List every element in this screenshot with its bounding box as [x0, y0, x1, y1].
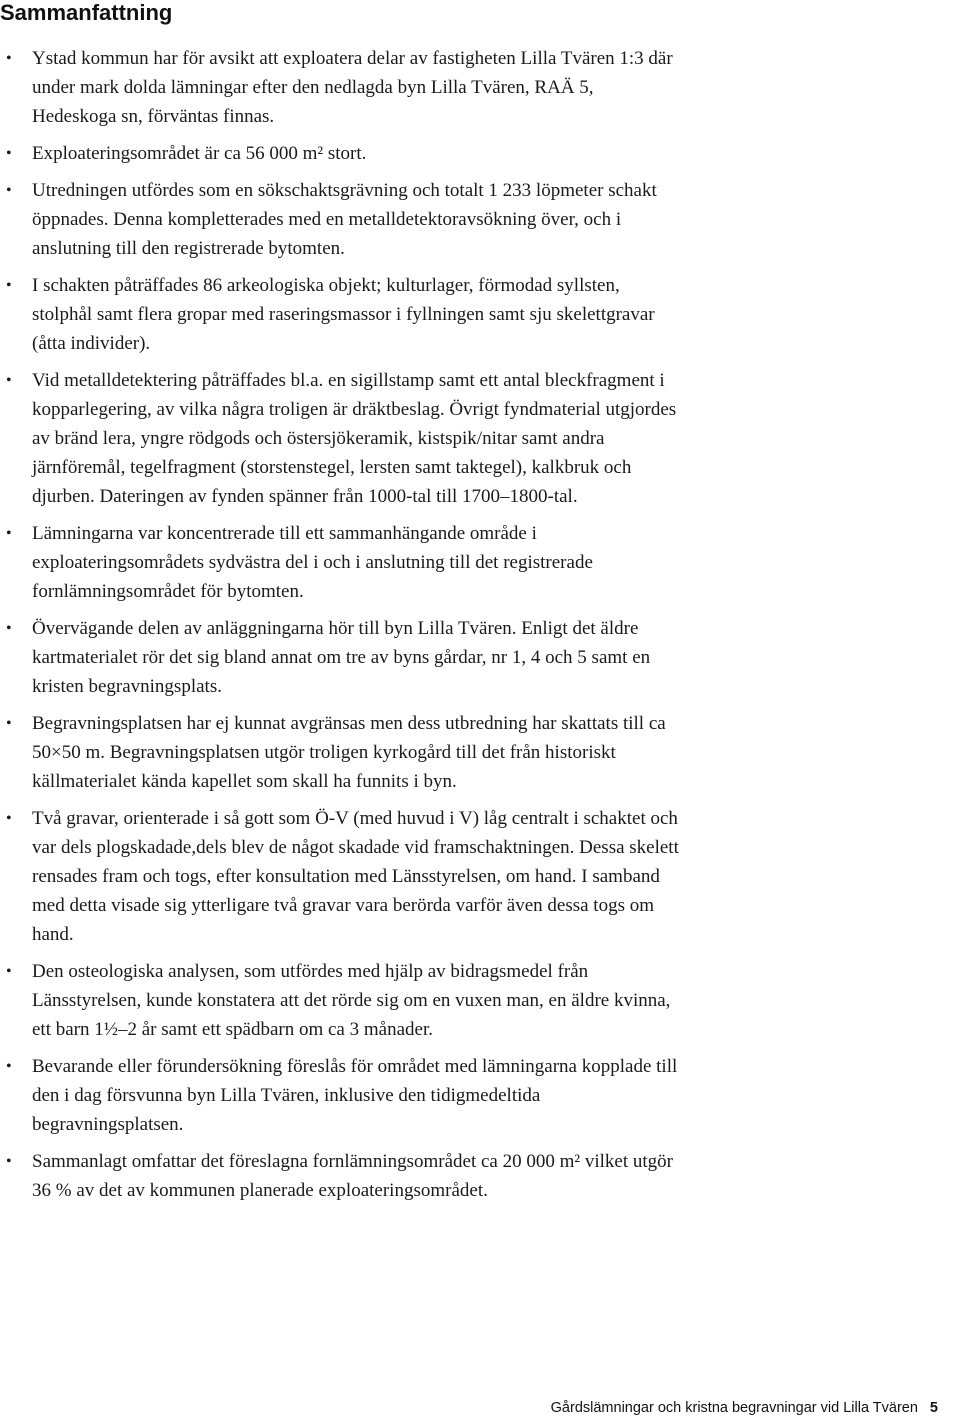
summary-list [0, 44, 680, 1213]
list-item [0, 957, 680, 1044]
list-item-text: I schakten påträffades 86 arkeologiska objekt; kulturlager, förmodad syllsten, stolphål samt flera gropar med raseringsmassor i fyllningen samt sju skelettgravar (åtta individer). [32, 275, 655, 354]
bullet-icon: • [6, 810, 12, 827]
list-item [0, 614, 680, 701]
list-item [0, 366, 680, 511]
bullet-icon: • [6, 525, 12, 542]
list-item-text: Sammanlagt omfattar det föreslagna fornlämningsområdet ca 20 000 m² vilket utgör 36 % av det av kommunen planerade exploateringsområdet. [32, 1151, 673, 1201]
bullet-icon: • [6, 50, 12, 67]
list-item [0, 44, 680, 131]
list-item-text: Vid metalldetektering påträffades bl.a. en sigillstamp samt ett antal bleckfragment i kopparlegering, av vilka några troligen är dräktbeslag. Övrigt fyndmaterial utgjordes av bränd lera, yngre rödgods och östersjökeramik, kistspik/nitar samt andra järnföremål, tegelfragment (storstenstegel, lersten samt taktegel), kalkbruk och djurben. Dateringen av fynden spänner från 1000-tal till 1700–1800-tal. [32, 370, 677, 507]
bullet-icon: • [6, 1058, 12, 1075]
list-item-text: Övervägande delen av anläggningarna hör till byn Lilla Tvären. Enligt det äldre kartmaterialet rör det sig bland annat om tre av byns gårdar, nr 1, 4 och 5 samt en kristen begravningsplats. [32, 618, 651, 697]
bullet-icon: • [6, 372, 12, 389]
list-item-text: Den osteologiska analysen, som utfördes med hjälp av bidragsmedel från Länsstyrelsen, kunde konstatera att det rörde sig om en vuxen man, en äldre kvinna, ett barn 1½–2 år samt ett spädbarn om ca 3 månader. [32, 961, 671, 1040]
list-item-text: Lämningarna var koncentrerade till ett sammanhängande område i exploateringsområdets sydvästra del i och i anslutning till det registrerade fornlämningsområdet för bytomten. [32, 523, 593, 602]
page-footer [551, 1400, 938, 1416]
list-item-text: Två gravar, orienterade i så gott som Ö-V (med huvud i V) låg centralt i schaktet och var dels plogskadade,dels blev de något skadade vid framschaktningen. Dessa skelett rensades fram och togs, efter konsultation med Länsstyrelsen, om hand. I samband med detta visade sig ytterligare två gravar vara berörda varför även dessa togs om hand. [32, 808, 679, 945]
list-item [0, 519, 680, 606]
list-item-text: Bevarande eller förundersökning föreslås för området med lämningarna kopplade till den i dag försvunna byn Lilla Tvären, inklusive den tidigmedeltida begravningsplatsen. [32, 1056, 678, 1135]
list-item [0, 271, 680, 358]
bullet-icon: • [6, 620, 12, 637]
list-item-text: Begravningsplatsen har ej kunnat avgränsas men dess utbredning har skattats till ca 50×50 m. Begravningsplatsen utgör troligen kyrkogård till det från historiskt källmaterialet kända kapellet som skall ha funnits i byn. [32, 713, 666, 792]
bullet-icon: • [6, 277, 12, 294]
list-item [0, 1052, 680, 1139]
bullet-icon: • [6, 145, 12, 162]
bullet-icon: • [6, 963, 12, 980]
list-item [0, 804, 680, 949]
bullet-icon: • [6, 715, 12, 732]
list-item [0, 1147, 680, 1205]
bullet-icon: • [6, 182, 12, 199]
bullet-icon: • [6, 1153, 12, 1170]
list-item-text: Exploateringsområdet är ca 56 000 m² stort. [32, 143, 367, 164]
page-number: 5 [929, 1400, 938, 1416]
list-item [0, 176, 680, 263]
footer-title: Gårdslämningar och kristna begravningar vid Lilla Tvären [550, 1400, 918, 1416]
page-heading: Sammanfattning [0, 0, 173, 25]
list-item-text: Ystad kommun har för avsikt att exploatera delar av fastigheten Lilla Tvären 1:3 där under mark dolda lämningar efter den nedlagda byn Lilla Tvären, RAÄ 5, Hedeskoga sn, förväntas finnas. [32, 48, 673, 127]
list-item [0, 139, 680, 168]
list-item [0, 709, 680, 796]
list-item-text: Utredningen utfördes som en sökschaktsgrävning och totalt 1 233 löpmeter schakt öppnades. Denna kompletterades med en metalldetektoravsökning över, och i anslutning till den registrerade bytomten. [32, 180, 657, 259]
